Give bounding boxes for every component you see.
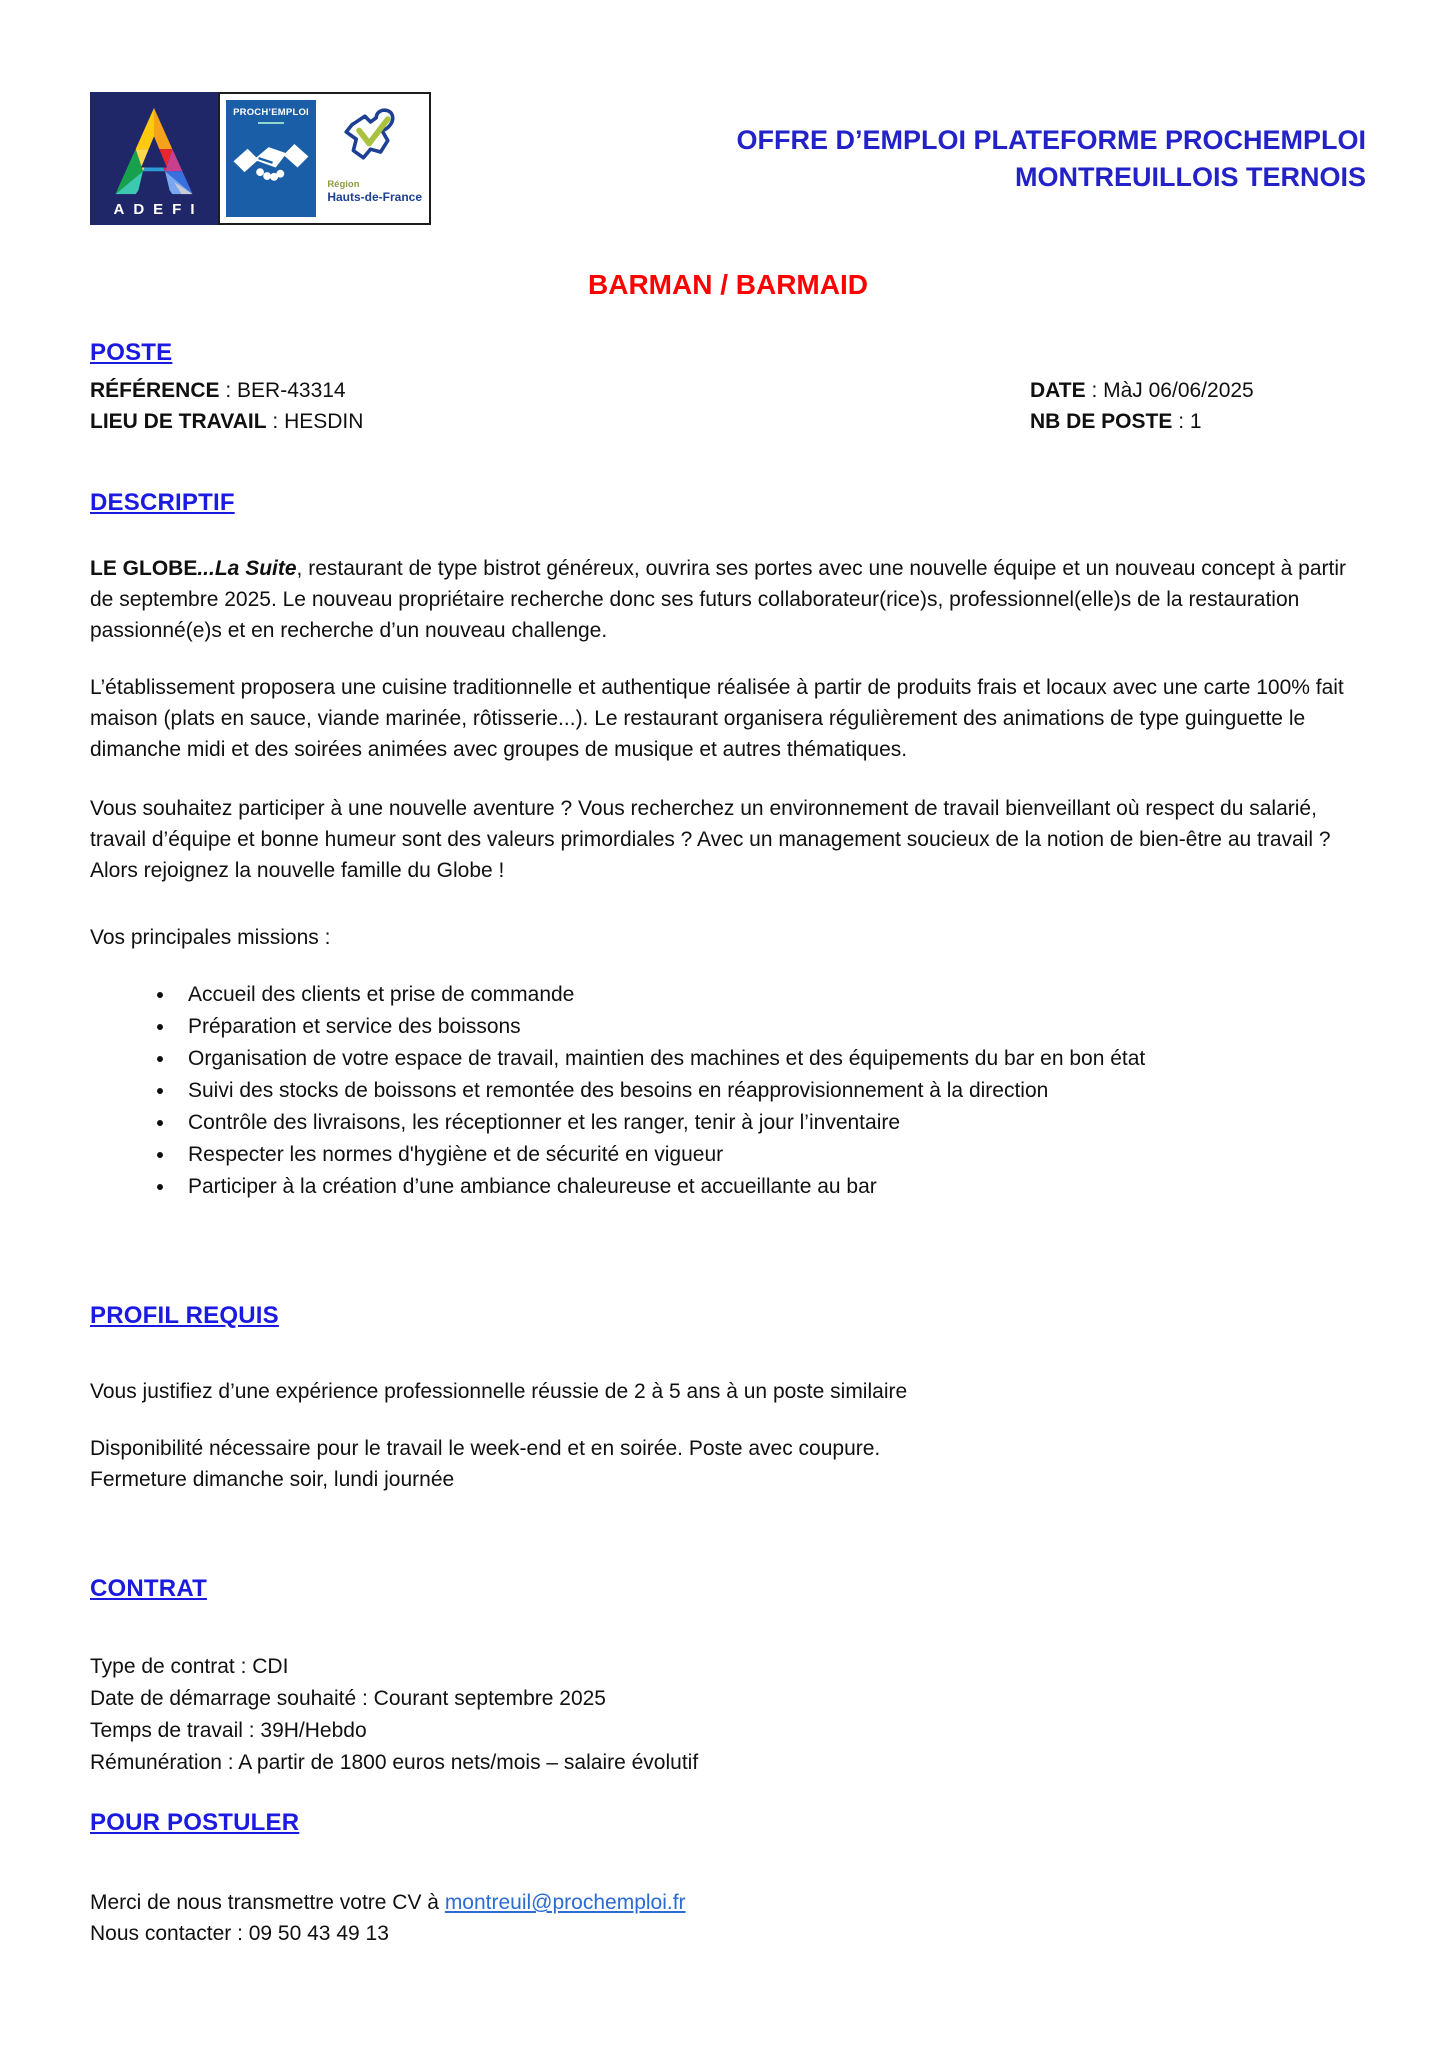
field-separator: : [1085,379,1104,402]
field-separator: : [266,410,285,433]
field-nb-poste-label: NB DE POSTE [1030,410,1173,433]
contrat-type-line: Type de contrat : CDI [90,1655,289,1678]
contrat-details [90,1651,1366,1779]
mission-item: • Respecter les normes d'hygiène et de sécurité en vigueur [176,1139,1366,1170]
contrat-hours-line: Temps de travail : 39H/Hebdo [90,1719,367,1742]
descriptif-paragraph-3: Vous souhaitez participer à une nouvelle aventure ? Vous recherchez un environnement de travail bienveillant où respect du salarié, travail d’équipe et bonne humeur sont des valeurs primordiales ? Avec un management soucieux de la notion de bien-être au travail ? Alors rejoignez la nouvelle famille du Globe ! [90,797,1331,882]
profil-paragraph-2: Disponibilité nécessaire pour le travail le week-end et en soirée. Poste avec coupure. [90,1437,881,1460]
field-reference [90,375,1030,406]
section-heading-profil: PROFIL REQUIS [90,1302,279,1329]
region-wordmark: Région Hauts-de-France [327,179,422,204]
adefi-wordmark: ADEFI [113,201,204,218]
field-date-label: DATE [1030,379,1086,402]
contrat-start-date-line: Date de démarrage souhaité : Courant septembre 2025 [90,1687,606,1710]
cv-instruction-text: Merci de nous transmettre votre CV à [90,1891,445,1914]
email-link[interactable]: montreuil@prochemploi.fr [444,1891,686,1914]
region-hauts-de-france-logo [323,100,423,217]
missions-intro: Vos principales missions : [90,926,331,949]
mission-item: • Participer à la création d’une ambiance chaleureuse et accueillante au bar [176,1171,1366,1202]
contact-line: Nous contacter : 09 50 43 49 13 [90,1922,389,1945]
partner-logos-box [218,92,431,225]
descriptif-paragraph-1 [90,553,1366,646]
profil-paragraph-3: Fermeture dimanche soir, lundi journée [90,1468,455,1491]
descriptif-paragraph-1-text: , restaurant de type bistrot généreux, ouvrira ses portes avec une nouvelle équipe et un nouveau concept à partir de septembre 2025. Le nouveau propriétaire recherche donc ses futurs collaborateur(rice)s, professionnel(elle)s de la restauration passionné(e)s et en recherche d’un nouveau challenge. [90,557,1347,642]
adefi-logo [90,92,218,225]
header-title-line1: OFFRE D’EMPLOI PLATEFORME PROCHEMPLOI [736,125,1366,155]
establishment-name: LE GLOBE [90,557,198,580]
contrat-salary-line: Rémunération : A partir de 1800 euros nets/mois – salaire évolutif [90,1751,699,1774]
field-separator: : [1172,410,1190,433]
header-logos [90,92,431,225]
field-lieu-value: HESDIN [284,410,364,433]
field-date [1030,375,1366,406]
establishment-name-suffix: ...La Suite [197,557,297,580]
poste-fields [90,375,1366,437]
header-title-line2: MONTREUILLOIS TERNOIS [1015,162,1366,192]
profil-paragraph-1: Vous justifiez d’une expérience professionnelle réussie de 2 à 5 ans à un poste similaire [90,1380,908,1403]
missions-list [90,979,1366,1202]
mission-item: • Contrôle des livraisons, les réceptionner et les ranger, tenir à jour l’inventaire [176,1107,1366,1138]
field-reference-value: BER-43314 [237,379,346,402]
section-heading-poste: POSTE [90,339,173,366]
handshake-icon [232,129,310,195]
poste-fields-left [90,375,1030,437]
field-date-value: MàJ 06/06/2025 [1103,379,1254,402]
cv-instruction-line [90,1887,1366,1918]
section-heading-postuler: POUR POSTULER [90,1809,300,1836]
field-reference-label: RÉFÉRENCE [90,379,220,402]
header-title [736,92,1366,196]
section-heading-contrat: CONTRAT [90,1575,207,1602]
prochemploi-underline [258,122,284,124]
field-nb-poste [1030,406,1366,437]
job-title: BARMAN / BARMAID [588,269,868,300]
mission-item: • Organisation de votre espace de travail, maintien des machines et des équipements du bar en bon état [176,1043,1366,1074]
field-nb-poste-value: 1 [1189,410,1202,433]
prochemploi-logo [226,100,316,217]
france-map-heart-icon [329,102,415,182]
poste-fields-right [1030,375,1366,437]
prochemploi-wordmark: PROCH’EMPLOI [233,107,309,118]
mission-item: • Suivi des stocks de boissons et remontée des besoins en réapprovisionnement à la direction [176,1075,1366,1106]
field-lieu-label: LIEU DE TRAVAIL [90,410,267,433]
adefi-letter-a-icon [108,105,200,197]
descriptif-paragraph-2: L’établissement proposera une cuisine traditionnelle et authentique réalisée à partir de produits frais et locaux avec une carte 100% fait maison (plats en sauce, viande marinée, rôtisserie...). Le restaurant organisera régulièrement des animations de type guinguette le dimanche midi et des soirées animées avec groupes de musique et autres thématiques. [90,676,1344,761]
field-separator: : [219,379,238,402]
mission-item: • Accueil des clients et prise de commande [176,979,1366,1010]
field-lieu [90,406,1030,437]
mission-item: • Préparation et service des boissons [176,1011,1366,1042]
section-heading-descriptif: DESCRIPTIF [90,489,235,516]
header [90,92,1366,225]
